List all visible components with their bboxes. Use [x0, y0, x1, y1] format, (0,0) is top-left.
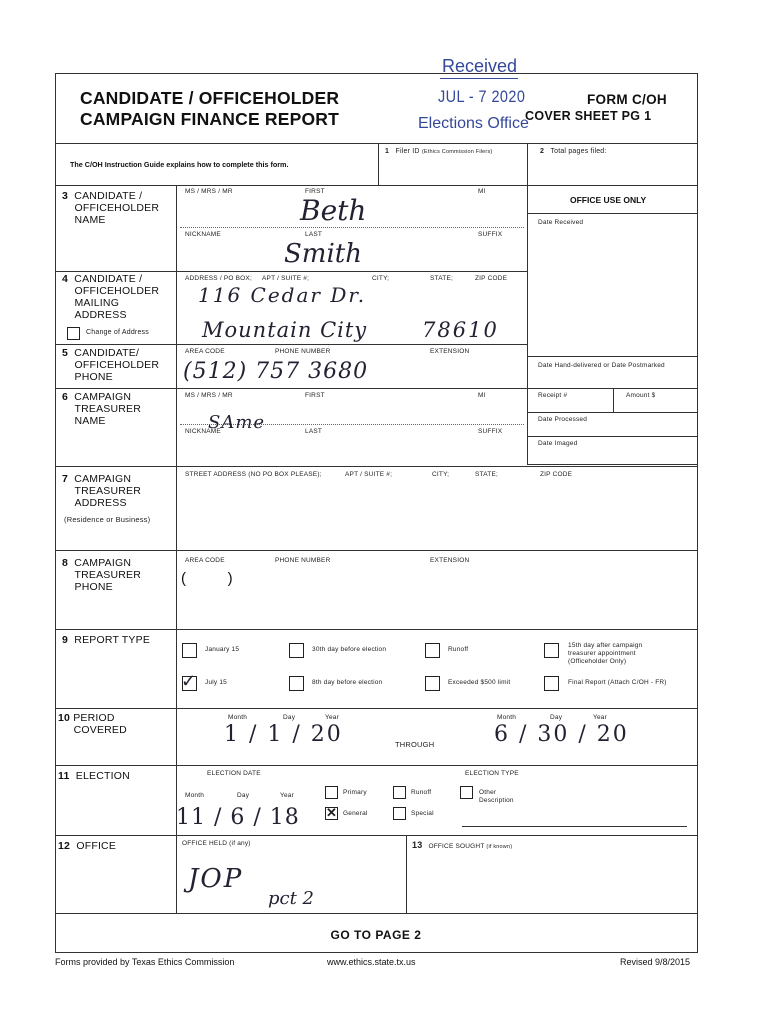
- s3-mi-label: MI: [478, 188, 486, 195]
- row7-top: [55, 466, 698, 467]
- section7-l3: ADDRESS: [74, 497, 127, 509]
- s3-last-label: LAST: [305, 231, 323, 238]
- receipt-bottom: [527, 412, 697, 413]
- date-received-label: Date Received: [538, 219, 584, 226]
- section4-l2: OFFICEHOLDER: [74, 285, 160, 297]
- section12-text: OFFICE: [76, 840, 117, 852]
- candidate-address[interactable]: 116 Cedar Dr.: [198, 283, 367, 307]
- s6-first-label: FIRST: [305, 392, 325, 399]
- row12-top: [55, 835, 698, 836]
- row5-top: [55, 344, 527, 345]
- section11-text: ELECTION: [75, 770, 130, 782]
- runoff-election-label: Runoff: [411, 789, 432, 796]
- go-to-page-2: GO TO PAGE 2: [330, 928, 422, 942]
- day15-checkbox[interactable]: [544, 643, 559, 658]
- section8-l1: CAMPAIGN: [74, 557, 132, 569]
- label-column-divider: [176, 185, 177, 913]
- section11-label: [58, 770, 130, 782]
- date-received-bottom: [527, 356, 697, 357]
- exceeded-label: Exceeded $500 limit: [448, 679, 511, 686]
- section6-label: [62, 391, 141, 427]
- section10-l1: PERIOD: [73, 712, 115, 724]
- other-description-line[interactable]: [462, 826, 687, 827]
- receipt-divider: [613, 388, 614, 412]
- frame-bottom: [55, 952, 698, 953]
- candidate-phone[interactable]: (512) 757 3680: [183, 359, 369, 384]
- runoff-checkbox[interactable]: [425, 643, 440, 658]
- s8-phone-label: PHONE NUMBER: [275, 557, 331, 564]
- candidate-first-name[interactable]: Beth: [300, 194, 367, 227]
- section4-l3: MAILING: [74, 297, 120, 309]
- jan15-checkbox[interactable]: [182, 643, 197, 658]
- box2-num: 2: [540, 148, 545, 155]
- box2-text: Total pages filed:: [550, 148, 607, 155]
- other-l2: Description: [479, 797, 514, 804]
- s5-phone-label: PHONE NUMBER: [275, 348, 331, 355]
- section4-l1: CANDIDATE /: [74, 273, 143, 285]
- runoff-election-checkbox[interactable]: [393, 786, 406, 799]
- row-goto-top: [55, 913, 698, 914]
- section4-label: [62, 273, 159, 321]
- frame-top: [55, 73, 698, 74]
- stamp-date: JUL - 7 2020: [438, 87, 526, 106]
- section6-l3: NAME: [74, 415, 106, 427]
- jan15-label: January 15: [205, 646, 240, 653]
- section6-num: 6: [62, 391, 69, 403]
- date-imaged-label: Date Imaged: [538, 440, 578, 447]
- section4-l4: ADDRESS: [74, 309, 127, 321]
- box2-label: [540, 148, 607, 155]
- s4-address-label: ADDRESS / PO BOX;: [185, 275, 252, 282]
- row8-top: [55, 550, 698, 551]
- election-date-label: ELECTION DATE: [207, 770, 261, 777]
- date-hand-label: Date Hand-delivered or Date Postmarked: [538, 362, 665, 369]
- section3-l3: NAME: [74, 214, 106, 226]
- s11-month-label: Month: [185, 792, 205, 799]
- section9-text: REPORT TYPE: [74, 634, 151, 646]
- section13-note: (if known): [486, 844, 513, 850]
- section3-num: 3: [62, 190, 69, 202]
- s10-from-month-label: Month: [228, 714, 248, 721]
- box1-num: 1: [385, 148, 390, 155]
- section5-label: [62, 347, 159, 383]
- section8-l2: TREASURER: [74, 569, 142, 581]
- other-checkbox[interactable]: [460, 786, 473, 799]
- section13-num: 13: [412, 840, 423, 850]
- office-use-box: [527, 185, 697, 465]
- amount-label: Amount $: [626, 392, 656, 399]
- jul15-check-mark: ✓: [181, 671, 197, 692]
- s3-nickname-label: NICKNAME: [185, 231, 221, 238]
- final-report-checkbox[interactable]: [544, 676, 559, 691]
- election-type-label: ELECTION TYPE: [465, 770, 519, 777]
- row11-top: [55, 765, 698, 766]
- s7-note: (Residence or Business): [64, 515, 151, 524]
- s7-street-label: STREET ADDRESS (NO PO BOX PLEASE);: [185, 471, 322, 478]
- s6-nickname-label: NICKNAME: [185, 428, 221, 435]
- s3-ms-label: MS / MRS / MR: [185, 188, 233, 195]
- s7-city-label: CITY;: [432, 471, 450, 478]
- change-of-address-checkbox[interactable]: [67, 327, 80, 340]
- s3-first-label: FIRST: [305, 188, 325, 195]
- stamp-underline: [440, 78, 518, 79]
- office-held-label: OFFICE HELD (if any): [182, 840, 251, 847]
- section5-l3: PHONE: [74, 371, 113, 383]
- s6-suffix-label: SUFFIX: [478, 428, 503, 435]
- footer-url: www.ethics.state.tx.us: [327, 957, 416, 967]
- s5-area-label: AREA CODE: [185, 348, 225, 355]
- section5-l1: CANDIDATE/: [74, 347, 140, 359]
- period-to-date[interactable]: 6 / 30 / 20: [494, 722, 629, 747]
- section13-text: OFFICE SOUGHT: [428, 843, 485, 850]
- day15-l1: 15th day after campaign: [568, 642, 643, 649]
- s6-last-label: LAST: [305, 428, 323, 435]
- section12-num: 12: [58, 840, 71, 852]
- day30-label: 30th day before election: [312, 646, 387, 653]
- section6-l2: TREASURER: [74, 403, 142, 415]
- section7-l2: TREASURER: [74, 485, 142, 497]
- general-check-mark: ✕: [326, 805, 337, 820]
- s7-zip-label: ZIP CODE: [540, 471, 573, 478]
- form-title-line2: CAMPAIGN FINANCE REPORT: [80, 109, 339, 129]
- s10-to-month-label: Month: [497, 714, 517, 721]
- box1-left: [378, 143, 379, 185]
- special-checkbox[interactable]: [393, 807, 406, 820]
- s7-state-label: STATE;: [475, 471, 498, 478]
- office-use-title-line: [527, 213, 697, 214]
- other-l1: Other: [479, 789, 497, 796]
- office-sought-divider: [406, 835, 407, 913]
- frame-right: [697, 73, 698, 953]
- box1-right: [527, 143, 528, 185]
- s6-mi-label: MI: [478, 392, 486, 399]
- s10-to-year-label: Year: [593, 714, 607, 721]
- box1-label: [385, 148, 492, 155]
- s8-area-parens[interactable]: ( ): [181, 570, 233, 587]
- row9-top: [55, 629, 698, 630]
- s3-suffix-label: SUFFIX: [478, 231, 503, 238]
- general-label: General: [343, 810, 368, 817]
- s7-apt-label: APT / SUITE #;: [345, 471, 393, 478]
- candidate-city[interactable]: Mountain City: [202, 318, 368, 342]
- section5-num: 5: [62, 347, 69, 359]
- box1-text: Filer ID: [395, 148, 420, 155]
- exceeded-checkbox[interactable]: [425, 676, 440, 691]
- stamp-office: Elections Office: [418, 115, 529, 132]
- primary-label: Primary: [343, 789, 367, 796]
- form-id: FORM C/OH: [587, 92, 667, 107]
- stamp-received: Received: [442, 56, 518, 76]
- s4-state-label: STATE;: [430, 275, 453, 282]
- runoff-label: Runoff: [448, 646, 469, 653]
- s5-ext-label: EXTENSION: [430, 348, 470, 355]
- day15-label: [568, 642, 642, 666]
- day30-checkbox[interactable]: [289, 643, 304, 658]
- section9-num: 9: [62, 634, 69, 646]
- office-held-precinct[interactable]: pct 2: [268, 888, 315, 909]
- s11-year-label: Year: [280, 792, 294, 799]
- cover-sheet-label: COVER SHEET PG 1: [525, 109, 652, 123]
- jul15-label: July 15: [205, 679, 227, 686]
- s10-from-year-label: Year: [325, 714, 339, 721]
- footer-revised: Revised 9/8/2015: [620, 957, 691, 967]
- row3-top: [55, 185, 527, 186]
- election-date[interactable]: 11 / 6 / 18: [176, 805, 300, 830]
- row6-top: [55, 388, 527, 389]
- section3-l2: OFFICEHOLDER: [74, 202, 160, 214]
- s10-to-day-label: Day: [550, 714, 563, 721]
- section6-l1: CAMPAIGN: [74, 391, 132, 403]
- section10-l2: COVERED: [73, 724, 127, 736]
- s4-apt-label: APT / SUITE #;: [262, 275, 310, 282]
- form-title-line1: CANDIDATE / OFFICEHOLDER: [80, 88, 340, 108]
- candidate-last-name[interactable]: Smith: [284, 239, 362, 269]
- section3-l1: CANDIDATE /: [74, 190, 143, 202]
- primary-checkbox[interactable]: [325, 786, 338, 799]
- section3-label: [62, 190, 159, 226]
- day15-l3: (Officeholder Only): [568, 658, 627, 665]
- day8-label: 8th day before election: [312, 679, 383, 686]
- section7-l1: CAMPAIGN: [74, 473, 132, 485]
- period-from-date[interactable]: 1 / 1 / 20: [224, 722, 343, 747]
- footer-provided: Forms provided by Texas Ethics Commission: [55, 957, 235, 967]
- row4-top: [55, 271, 527, 272]
- section10-num: 10: [58, 712, 71, 724]
- office-use-title: OFFICE USE ONLY: [570, 195, 647, 205]
- frame-left: [55, 73, 56, 953]
- day15-l2: treasurer appointment: [568, 650, 636, 657]
- s4-zip-label: ZIP CODE: [475, 275, 508, 282]
- header-divider: [55, 143, 698, 144]
- special-label: Special: [411, 810, 434, 817]
- date-processed-bottom: [527, 436, 697, 437]
- s8-area-label: AREA CODE: [185, 557, 225, 564]
- section7-label: [62, 473, 141, 509]
- s3-dotted: [180, 227, 524, 228]
- change-of-address-label: Change of Address: [86, 329, 149, 336]
- section5-l2: OFFICEHOLDER: [74, 359, 160, 371]
- through-label: THROUGH: [395, 740, 435, 749]
- received-stamp: [418, 56, 553, 136]
- section4-num: 4: [62, 273, 69, 285]
- other-label: [479, 789, 514, 805]
- section9-label: [62, 634, 150, 646]
- s11-day-label: Day: [237, 792, 250, 799]
- office-held-value[interactable]: JOP: [188, 864, 244, 894]
- section8-num: 8: [62, 557, 69, 569]
- treasurer-name[interactable]: SAme: [208, 412, 266, 433]
- section11-num: 11: [58, 770, 70, 782]
- row10-top: [55, 708, 698, 709]
- section8-l3: PHONE: [74, 581, 113, 593]
- date-hand-bottom: [527, 388, 697, 389]
- receipt-label: Receipt #: [538, 392, 568, 399]
- date-processed-label: Date Processed: [538, 416, 588, 423]
- s6-ms-label: MS / MRS / MR: [185, 392, 233, 399]
- section10-label: [58, 712, 127, 736]
- box1-note: (Ethics Commission Filers): [421, 149, 493, 155]
- section8-label: [62, 557, 141, 593]
- section7-num: 7: [62, 473, 69, 485]
- candidate-zip[interactable]: 78610: [422, 318, 499, 342]
- final-report-label: Final Report (Attach C/OH - FR): [568, 679, 667, 686]
- office-sought-label: [412, 840, 512, 850]
- day8-checkbox[interactable]: [289, 676, 304, 691]
- s10-from-day-label: Day: [283, 714, 296, 721]
- instruction-text: The C/OH Instruction Guide explains how to complete this form.: [70, 160, 289, 169]
- s8-ext-label: EXTENSION: [430, 557, 470, 564]
- s4-city-label: CITY;: [372, 275, 390, 282]
- section12-label: [58, 840, 116, 852]
